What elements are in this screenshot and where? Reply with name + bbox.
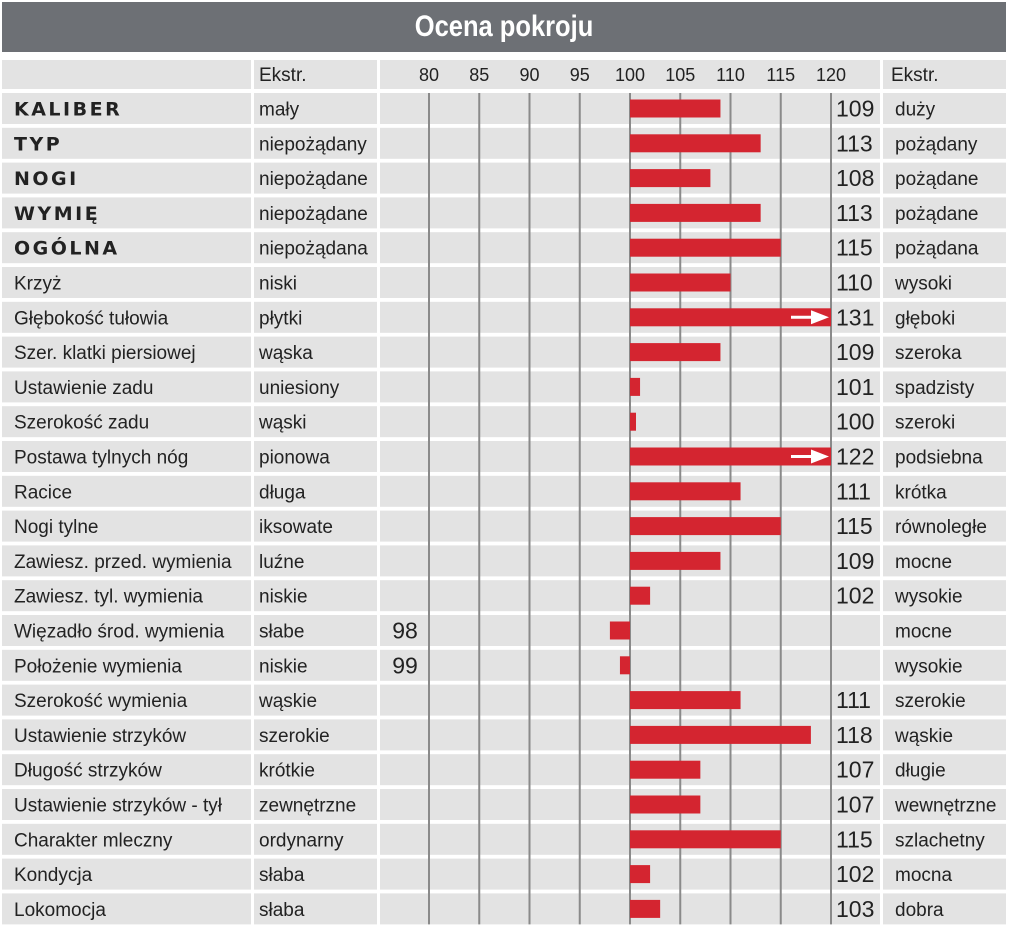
bar [630,587,650,605]
low-extreme-label: wąski [259,412,307,434]
high-extreme-label: pożądana [895,238,979,260]
low-extreme-label: ordynarny [259,830,344,852]
low-extreme-label: słaba [259,899,305,921]
low-extreme-label: zewnętrzne [259,795,357,817]
low-extreme-label: mały [259,99,300,121]
high-extreme-label: spadzisty [895,377,975,399]
x-tick-label: 95 [569,65,590,85]
high-extreme-label: dobra [895,899,944,921]
x-tick-label: 105 [665,65,696,85]
low-extreme-label: luźne [259,551,305,573]
bar [630,482,741,500]
value-label: 109 [836,95,875,122]
bar [630,552,720,570]
value-label: 111 [836,478,871,505]
trait-label: Charakter mleczny [14,830,173,852]
high-extreme-label: szeroka [895,343,962,365]
bar [630,691,741,709]
value-label: 102 [836,861,875,888]
x-tick-label: 115 [766,65,796,85]
value-label: 115 [836,513,873,540]
trait-label: Długość strzyków [14,760,162,782]
x-tick-label: 100 [614,65,646,85]
trait-label: TYP [14,133,63,156]
high-extreme-label: mocna [895,865,953,887]
bar [630,726,811,744]
low-extreme-label: niski [259,273,298,295]
low-extreme-label: pionowa [259,447,330,469]
value-label: 131 [836,304,875,331]
trait-label: WYMIĘ [14,202,101,225]
trait-label: Położenie wymienia [14,656,182,678]
high-extreme-label: wąskie [895,725,954,747]
value-label: 107 [836,791,875,818]
high-extreme-label: pożądane [895,169,979,191]
x-tick-label: 90 [519,65,540,85]
low-extreme-label: długa [259,482,306,504]
high-extreme-label: wysokie [895,656,963,678]
low-extreme-label: krótkie [259,760,315,782]
low-extreme-label: słaba [259,865,305,887]
bar [630,830,781,848]
bar [630,413,636,431]
low-extreme-label: wąska [259,343,313,365]
bar [630,169,710,187]
chart-title: Ocena pokroju [414,10,594,43]
value-label: 113 [836,130,873,157]
trait-label: Ustawienie strzyków [14,725,187,747]
low-extreme-label: niskie [259,656,308,678]
low-extreme-label: wąskie [259,691,318,713]
bar [630,100,720,118]
trait-label: Ustawienie zadu [14,377,154,399]
value-label: 98 [392,617,418,644]
trait-label: Krzyż [14,273,62,295]
high-extreme-label: długie [895,760,946,782]
x-tick-label: 110 [716,65,745,85]
high-extreme-label: równoległe [895,517,987,539]
trait-label: Kondycja [14,865,93,887]
trait-label: Racice [14,482,73,504]
high-extreme-label: szerokie [895,691,966,713]
low-extreme-label: niepożądane [259,203,368,225]
bar [630,900,660,918]
x-tick-label: 80 [418,65,440,85]
bar [630,865,650,883]
high-extreme-label: duży [895,99,936,121]
value-label: 101 [836,373,875,400]
value-label: 113 [836,199,873,226]
value-label: 108 [836,165,875,192]
value-label: 107 [836,756,875,783]
low-extreme-label: uniesiony [259,377,340,399]
value-label: 99 [392,652,418,679]
bar [630,796,700,814]
bar [630,134,761,152]
high-extreme-label: szlachetny [895,830,985,852]
trait-label: Więzadło środ. wymienia [14,621,225,643]
bar [630,378,640,396]
trait-label: Lokomocja [14,899,106,921]
x-tick-label: 85 [469,65,490,85]
value-label: 102 [836,582,875,609]
high-extreme-label: głęboki [895,308,956,330]
high-extreme-label: krótka [895,482,947,504]
trait-label: Szerokość zadu [14,412,150,434]
header-left-extreme-label: Ekstr. [259,65,307,86]
high-extreme-label: wysoki [895,273,953,295]
value-label: 100 [836,408,875,435]
low-extreme-label: niepożądana [259,238,368,260]
high-extreme-label: podsiebna [895,447,983,469]
high-extreme-label: wysokie [895,586,963,608]
trait-label: Szer. klatki piersiowej [14,343,196,365]
trait-label: Zawiesz. tyl. wymienia [14,586,203,608]
value-label: 109 [836,339,875,366]
value-label: 122 [836,443,875,470]
trait-label: Nogi tylne [14,517,99,539]
low-extreme-label: szerokie [259,725,330,747]
x-tick-label: 120 [815,65,847,85]
high-extreme-label: pożądane [895,203,979,225]
bar [620,656,630,674]
header-right-extreme-label: Ekstr. [891,65,939,86]
bar [630,517,781,535]
low-extreme-label: słabe [259,621,305,643]
value-label: 111 [836,687,871,714]
high-extreme-label: mocne [895,551,953,573]
bar [630,239,781,257]
trait-label: Zawiesz. przed. wymienia [14,551,232,573]
bar [630,343,720,361]
high-extreme-label: szeroki [895,412,956,434]
value-label: 110 [836,269,873,296]
value-label: 115 [836,826,873,853]
high-extreme-label: pożądany [895,134,978,156]
value-label: 115 [836,234,873,261]
value-label: 118 [836,721,873,748]
trait-label: Postawa tylnych nóg [14,447,189,469]
bar [610,622,630,640]
trait-label: Szerokość wymienia [14,691,188,713]
trait-label: Głębokość tułowia [14,308,169,330]
bar [630,761,700,779]
bar [630,274,731,292]
header-cell-bg [2,60,251,89]
low-extreme-label: iksowate [259,517,333,539]
trait-label: OGÓLNA [14,237,120,260]
low-extreme-label: niskie [259,586,308,608]
bar [630,204,761,222]
high-extreme-label: mocne [895,621,953,643]
low-extreme-label: płytki [259,308,303,330]
value-label: 109 [836,547,875,574]
trait-label: Ustawienie strzyków - tył [14,795,222,817]
low-extreme-label: niepożądany [259,134,367,156]
high-extreme-label: wewnętrzne [895,795,997,817]
trait-label: KALIBER [14,98,123,121]
low-extreme-label: niepożądane [259,169,368,191]
trait-label: NOGI [14,168,79,191]
value-label: 103 [836,895,875,922]
